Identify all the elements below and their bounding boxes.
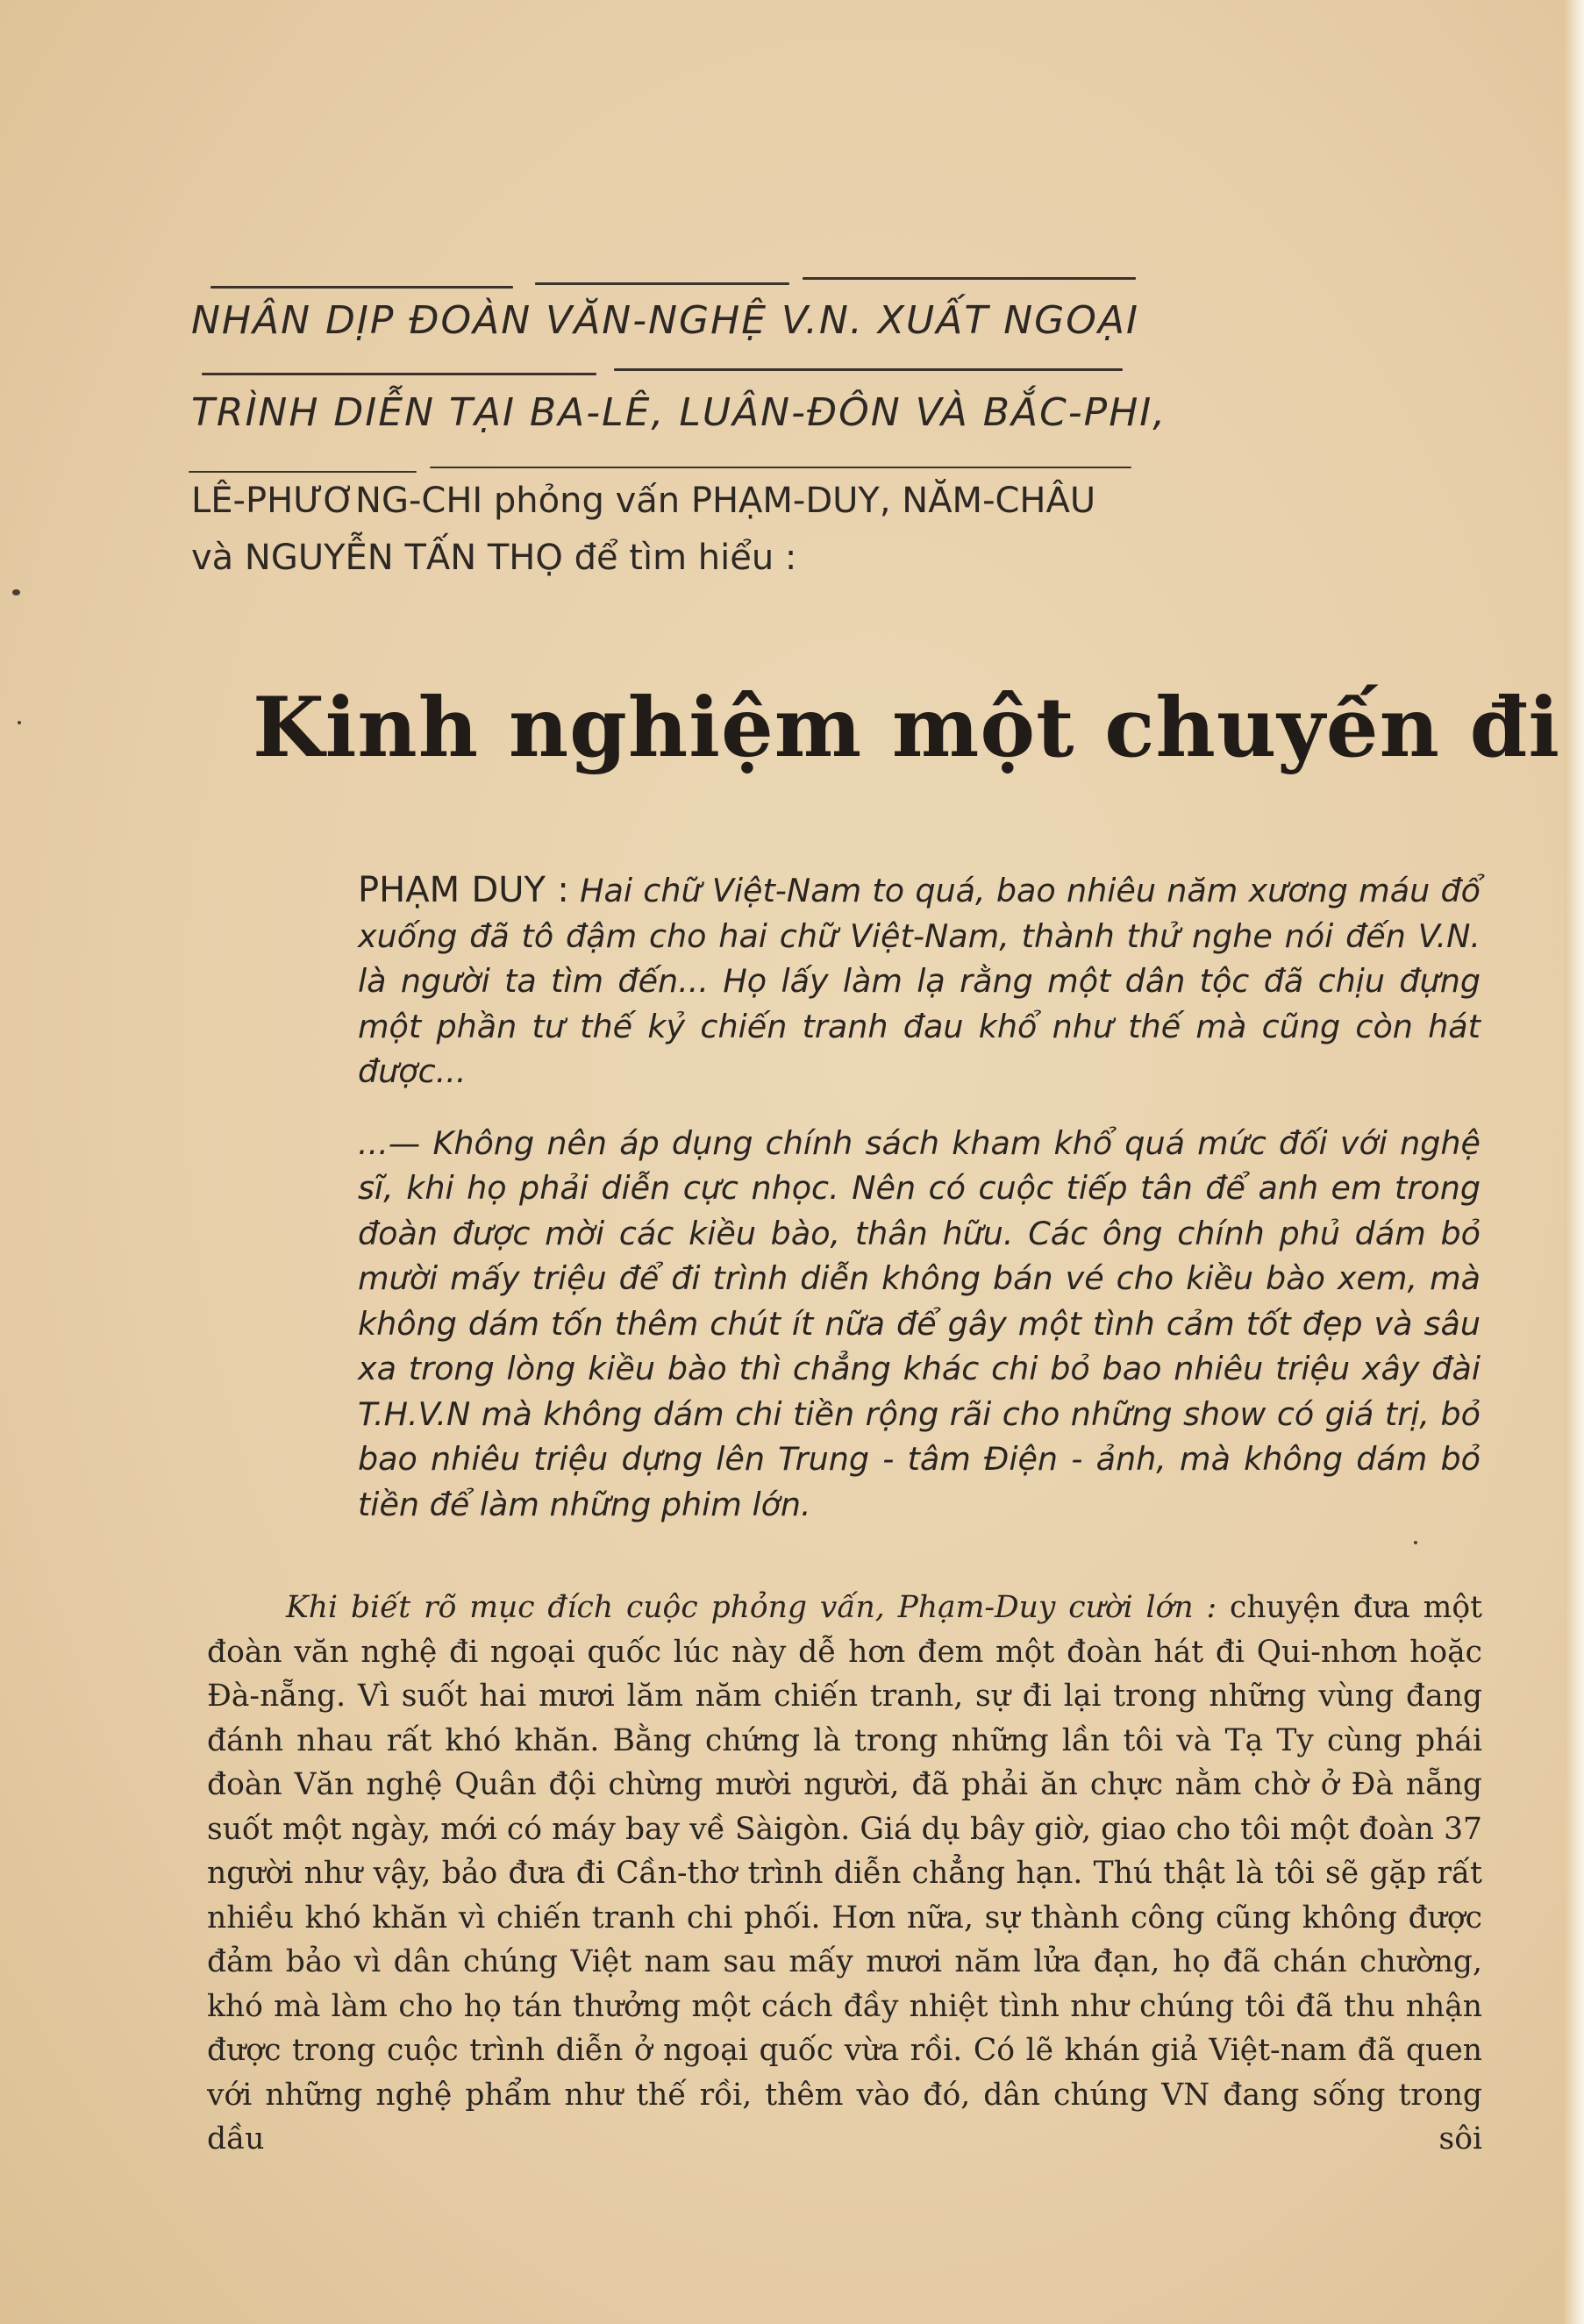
intro-quote-block — [358, 868, 1481, 1527]
header-rule — [189, 471, 417, 473]
article-body — [207, 1586, 1482, 2162]
speaker-label: PHẠM DUY : — [358, 870, 569, 910]
header-rule — [803, 277, 1136, 280]
header-rule — [614, 368, 1123, 371]
header-rule — [430, 467, 1131, 468]
header-rule — [535, 282, 789, 285]
body-lead: Khi biết rõ mục đích cuộc phỏng vấn, Phạm-Duy cười lớn : — [286, 1590, 1217, 1625]
byline-1: LÊ-PHƯƠNG-CHI phỏng vấn PHẠM-DUY, NĂM-CHÂU — [191, 481, 1096, 521]
header-line-2: TRÌNH DIỄN TẠI BA-LÊ, LUÂN-ĐÔN VÀ BẮC-PHI, — [191, 390, 1167, 435]
article-title: Kinh nghiệm một chuyến đi — [253, 680, 1561, 776]
print-speck — [1414, 1541, 1417, 1544]
header-rule — [210, 286, 513, 289]
intro-quote-1: Hai chữ Việt-Nam to quá, bao nhiêu năm xương máu đổ xuống đã tô đậm cho hai chữ Việt-Nam, thành thử nghe nói đến V.N. là người ta tìm đến... Họ lấy làm lạ rằng một dân tộc đã chịu đựng một phần tư thế kỷ chiến tranh đau khổ như thế mà cũng còn hát được... — [358, 872, 1481, 1090]
intro-quote-2: ...— Không nên áp dụng chính sách kham khổ quá mức đối với nghệ sĩ, khi họ phải diễn cực nhọc. Nên có cuộc tiếp tân để anh em trong đoàn được mời các kiều bào, thân hữu. Các ông chính phủ dám bỏ mười mấy triệu để đi trình diễn không bán vé cho kiều bào xem, mà không dám tốn thêm chút ít nữa để gây một tình cảm tốt đẹp và sâu xa trong lòng kiều bào thì chẳng khác chi bỏ bao nhiêu triệu xây đài T.H.V.N mà không dám chi tiền rộng rãi cho những show có giá trị, bỏ bao nhiêu triệu dựng lên Trung - tâm Điện - ảnh, mà không dám bỏ tiền để làm những phim lớn. — [358, 1123, 1481, 1523]
header-rule — [202, 373, 596, 375]
byline-2: và NGUYỄN TẤN THỌ để tìm hiểu : — [191, 538, 797, 578]
body-paragraph: chuyện đưa một đoàn văn nghệ đi ngoại quốc lúc này dễ hơn đem một đoàn hát đi Qui-nhơn hoặc Đà-nẵng. Vì suốt hai mươi lăm năm chiến tranh, sự đi lại trong những vùng đang đánh nhau rất khó khăn. Bằng chứng là trong những lần tôi và Tạ Ty cùng phái đoàn Văn nghệ Quân đội chừng mười người, đã phải ăn chực nằm chờ ở Đà nẵng suốt một ngày, mới có máy bay về Sàigòn. Giá dụ bây giờ, giao cho tôi một đoàn 37 người như vậy, bảo đưa đi Cần-thơ trình diễn chẳng hạn. Thú thật là tôi sẽ gặp rất nhiều khó khăn vì chiến tranh chi phối. Hơn nữa, sự thành công cũng không được đảm bảo vì dân chúng Việt nam sau mấy mươi năm lửa đạn, họ đã chán chường, khó mà làm cho họ tán thưởng một cách đầy nhiệt tình như chúng tôi đã thu nhận được trong cuộc trình diễn ở ngoại quốc vừa rồi. Có lẽ khán giả Việt-nam đã quen với những nghệ phẩm như thế rồi, thêm vào đó, dân chúng VN đang sống trong dầu sôi — [207, 1590, 1482, 2156]
print-speck — [18, 721, 21, 724]
page-edge — [1565, 0, 1584, 2324]
header-line-1: NHÂN DỊP ĐOÀN VĂN-NGHỆ V.N. XUẤT NGOẠI — [191, 298, 1139, 343]
print-speck — [12, 589, 20, 595]
